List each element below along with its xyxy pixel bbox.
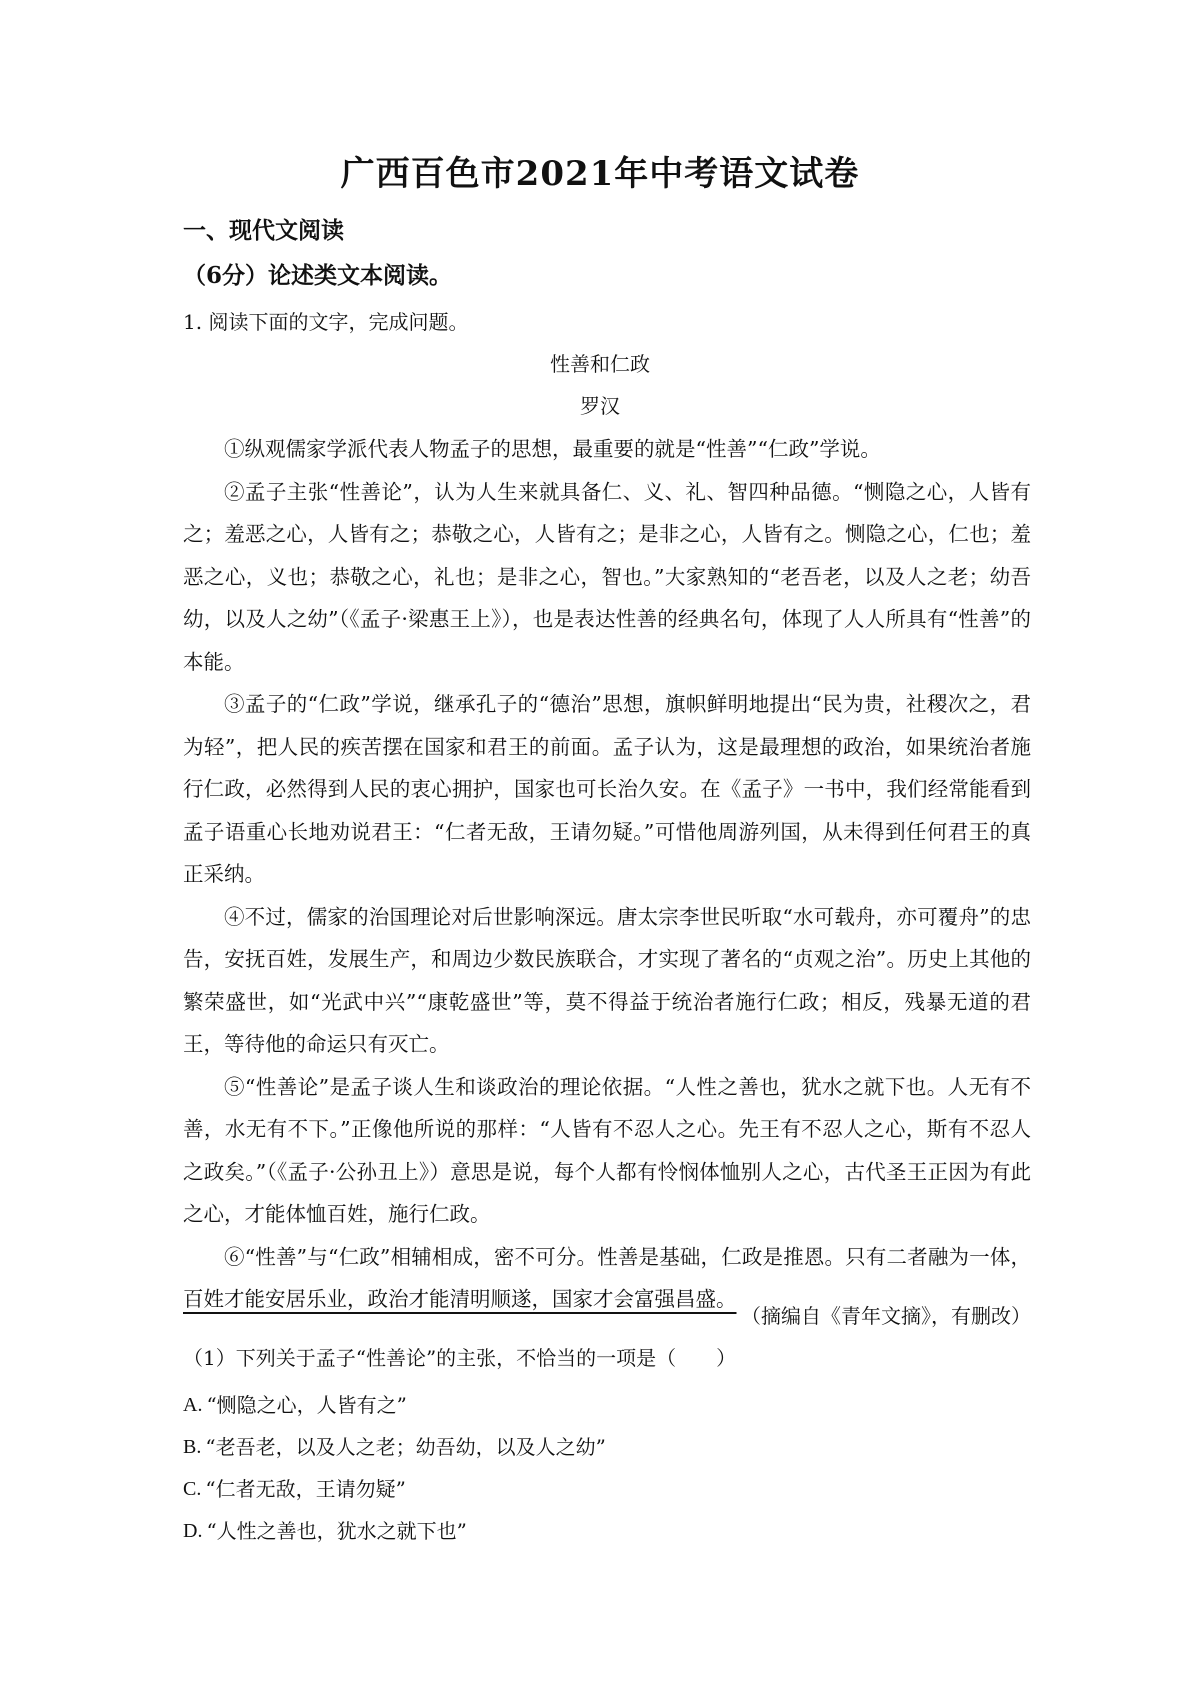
option-letter: D. [183, 1520, 203, 1542]
article-author: 罗汉 [580, 394, 620, 418]
sub-question: （1）下列关于孟子“性善论”的主张，不恰当的一项是（ ） [183, 1346, 737, 1370]
underlined-sentence: 百姓才能安居乐业，政治才能清明顺遂，国家才会富强昌盛。 [183, 1287, 737, 1311]
option-text: “仁者无敌，王请勿疑” [205, 1477, 406, 1501]
answer-options [183, 1384, 606, 1552]
article-title: 性善和仁政 [550, 352, 650, 376]
question-intro: 1. 阅读下面的文字，完成问题。 [183, 310, 469, 334]
article-paragraph: ④不过，儒家的治国理论对后世影响深远。唐太宗李世民听取“水可载舟，亦可覆舟”的忠告，安抚百姓，发展生产，和周边少数民族联合，才实现了著名的“贞观之治”。历史上其他的繁荣盛世，如“光武中兴”“康乾盛世”等，莫不得益于统治者施行仁政；相反，残暴无道的君王，等待他的命运只有灭亡。 [183, 904, 1031, 1056]
option-d [183, 1510, 606, 1552]
option-letter: C. [183, 1478, 202, 1500]
article-body [183, 428, 1031, 1321]
option-b [183, 1426, 606, 1468]
subsection-heading: （6分）论述类文本阅读。 [183, 262, 453, 289]
option-letter: B. [183, 1436, 202, 1458]
option-text: “恻隐之心，人皆有之” [206, 1393, 407, 1417]
page-title: 广西百色市2021年中考语文试卷 [340, 154, 860, 194]
option-a [183, 1384, 606, 1426]
article-source: （摘编自《青年文摘》，有删改） [741, 1304, 1031, 1328]
option-text: “人性之善也，犹水之就下也” [206, 1519, 467, 1543]
section-heading: 一、现代文阅读 [183, 217, 344, 244]
article-paragraph: ⑤“性善论”是孟子谈人生和谈政治的理论依据。“人性之善也，犹水之就下也。人无有不善，水无有不下。”正像他所说的那样：“人皆有不忍人之心。先王有不忍人之心，斯有不忍人之政矣。”（《孟子·公孙丑上》）意思是说，每个人都有怜悯体恤别人之心，古代圣王正因为有此之心，才能体恤百姓，施行仁政。 [183, 1074, 1031, 1226]
article-paragraph: ③孟子的“仁政”学说，继承孔子的“德治”思想，旗帜鲜明地提出“民为贵，社稷次之，君为轻”，把人民的疾苦摆在国家和君王的前面。孟子认为，这是最理想的政治，如果统治者施行仁政，必然得到人民的衷心拥护，国家也可长治久安。在《孟子》一书中，我们经常能看到孟子语重心长地劝说君王：“仁者无敌，王请勿疑。”可惜他周游列国，从未得到任何君王的真正采纳。 [183, 692, 1031, 886]
article-paragraph: ①纵观儒家学派代表人物孟子的思想，最重要的就是“性善”“仁政”学说。 [224, 437, 881, 461]
option-text: “老吾老，以及人之老；幼吾幼，以及人之幼” [205, 1435, 606, 1459]
option-c [183, 1468, 606, 1510]
option-letter: A. [183, 1394, 203, 1416]
last-paragraph-text: ⑥“性善”与“仁政”相辅相成，密不可分。性善是基础，仁政是推恩。只有二者融为一体， [224, 1244, 1031, 1269]
article-paragraph: ②孟子主张“性善论”，认为人生来就具备仁、义、礼、智四种品德。“恻隐之心，人皆有之；羞恶之心，人皆有之；恭敬之心，人皆有之；是非之心，人皆有之。恻隐之心，仁也；羞恶之心，义也；恭敬之心，礼也；是非之心，智也。”大家熟知的“老吾老，以及人之老；幼吾幼，以及人之幼”（《孟子·梁惠王上》），也是表达性善的经典名句，体现了人人所具有“性善”的本能。 [183, 479, 1031, 674]
